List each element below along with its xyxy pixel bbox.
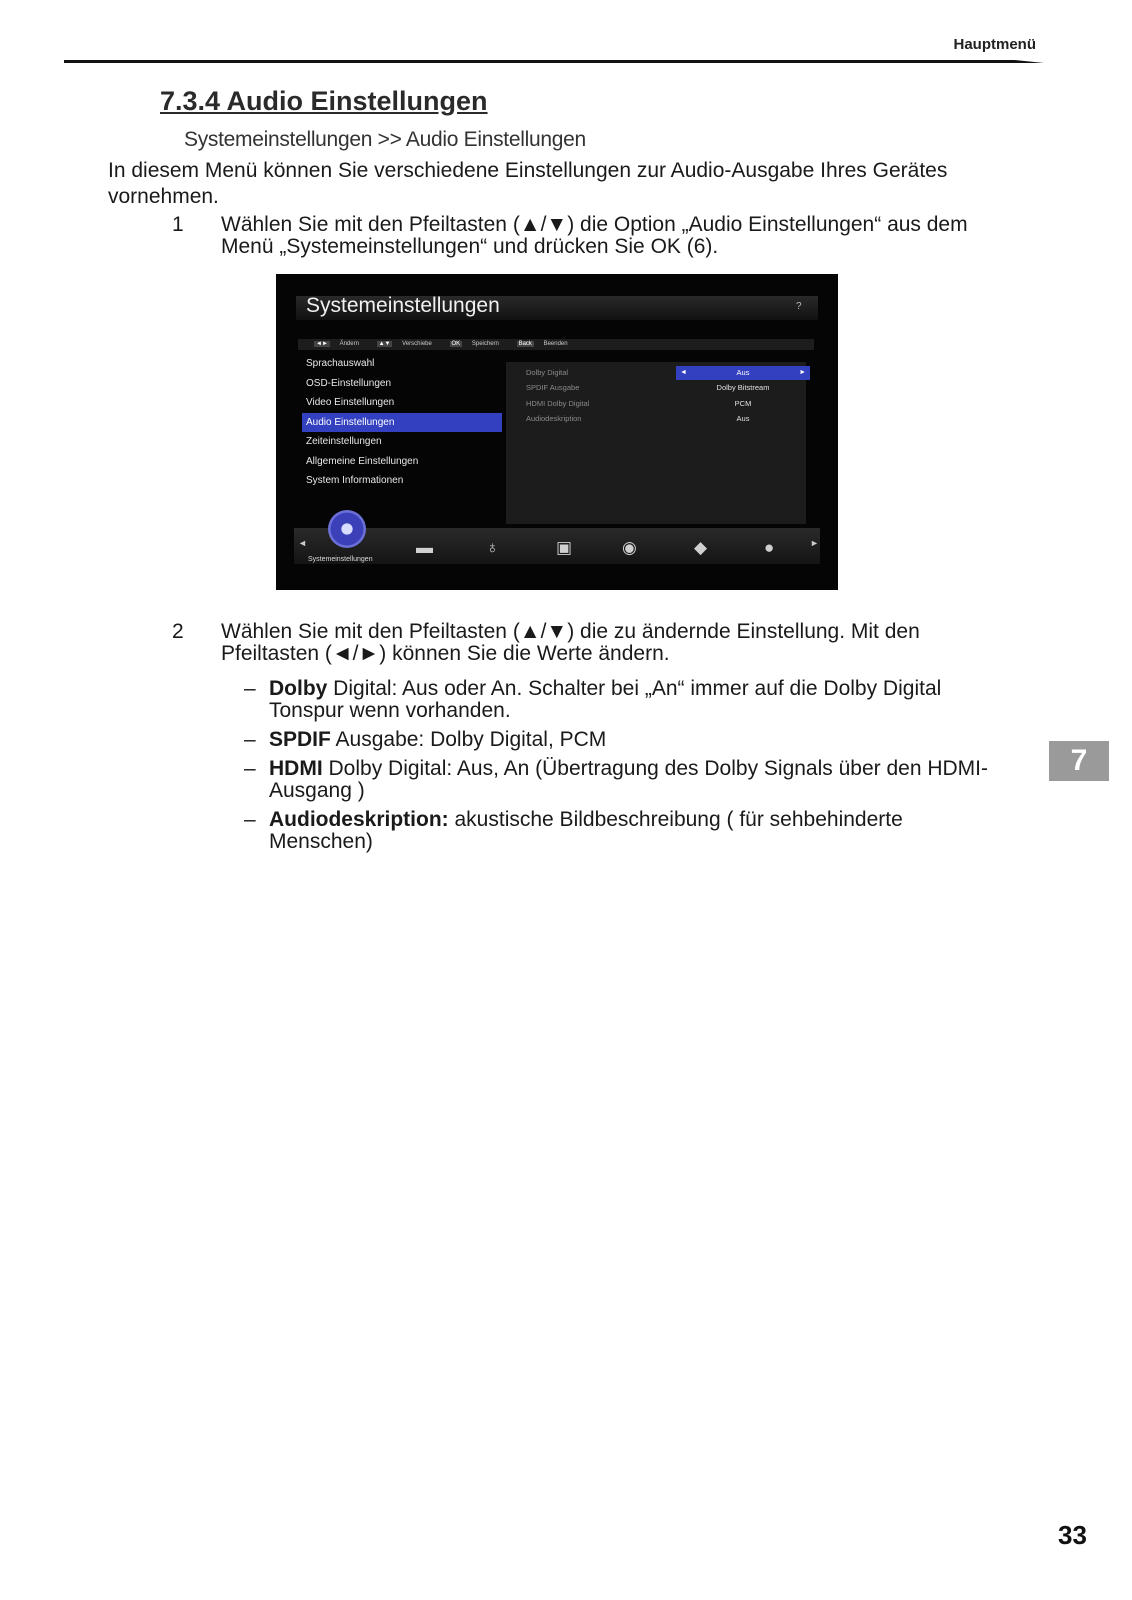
menu-item-osd[interactable]: OSD-Einstellungen: [306, 377, 392, 389]
arrow-right-icon: ►: [799, 369, 806, 376]
list-item: – Dolby Digital: Aus oder An. Schalter bei „An“ immer auf die Dolby Digital Tonspur wenn vorhanden.: [244, 677, 942, 722]
running-header: Hauptmenü: [953, 36, 1036, 53]
globe-icon[interactable]: ●: [764, 538, 775, 557]
hint-item: OK Speichern: [451, 341, 499, 347]
setting-value: PCM: [734, 399, 752, 408]
tools-icon[interactable]: ◆: [694, 538, 708, 557]
menu-item-video[interactable]: Video Einstellungen: [306, 397, 395, 408]
scroll-right-icon[interactable]: ►: [810, 538, 819, 548]
arrow-left-icon: ◄: [680, 369, 687, 376]
list-item: – SPDIF Ausgabe: Dolby Digital, PCM: [244, 728, 607, 751]
step-number: 2: [172, 620, 184, 643]
hint-item: ▲▼ Verschiebe: [378, 341, 432, 347]
intro-paragraph: In diesem Menü können Sie verschiedene Einstellungen zur Audio-Ausgabe Ihres Gerätes vornehmen.: [108, 159, 948, 208]
setting-row-hdmi[interactable]: HDMI Dolby Digital PCM: [526, 397, 796, 411]
menu-item-audio[interactable]: Audio Einstellungen: [302, 413, 502, 433]
setting-row-dolby-digital[interactable]: Dolby Digital ◄ Aus ►: [526, 366, 796, 380]
setting-value[interactable]: ◄ Aus ►: [676, 366, 810, 380]
step-text: Wählen Sie mit den Pfeiltasten (▲/▼) die Option „Audio Einstellungen“ aus dem Menü „Systemeinstellungen“ und drücken Sie OK (6).: [221, 213, 968, 258]
lock-icon[interactable]: ♁: [486, 538, 499, 557]
list-item: – Audiodeskription: akustische Bildbeschreibung ( für sehbehinderte Menschen): [244, 808, 903, 853]
setting-value: Dolby Bitstream: [716, 383, 770, 392]
menu-item-system-info[interactable]: System Informationen: [306, 475, 404, 486]
satellite-icon[interactable]: ◉: [622, 538, 637, 557]
section-title: 7.3.4 Audio Einstellungen: [160, 86, 488, 116]
step-text: Wählen Sie mit den Pfeiltasten (▲/▼) die zu ändernde Einstellung. Mit den Pfeiltasten (◄/►) können Sie die Werte ändern.: [221, 620, 920, 665]
hint-item: ◄► Ändern: [316, 341, 359, 347]
audio-settings-panel: [506, 362, 806, 524]
step-number: 1: [172, 213, 184, 236]
media-icon[interactable]: ▣: [556, 538, 573, 557]
option-list: [244, 678, 1004, 860]
scroll-left-icon[interactable]: ◄: [298, 538, 307, 548]
menu-screenshot: [276, 274, 838, 590]
setting-row-audiodeskription[interactable]: Audiodeskription Aus: [526, 412, 796, 426]
menu-item-zeit[interactable]: Zeiteinstellungen: [306, 436, 382, 447]
gear-icon[interactable]: [328, 510, 366, 548]
setting-value: Aus: [736, 414, 750, 423]
bottom-selected-label: Systemeinstellungen: [308, 556, 373, 563]
chapter-tab: 7: [1049, 741, 1109, 781]
key-hint-bar: [298, 339, 814, 350]
breadcrumb: Systemeinstellungen >> Audio Einstellungen: [184, 128, 586, 151]
menu-item-allgemein[interactable]: Allgemeine Einstellungen: [306, 455, 419, 467]
screen-title: Systemeinstellungen: [306, 294, 500, 317]
hint-item: Back Beenden: [518, 341, 568, 347]
setting-row-spdif[interactable]: SPDIF Ausgabe Dolby Bitstream: [526, 381, 796, 395]
settings-menu: [302, 354, 502, 491]
list-item: – HDMI Dolby Digital: Aus, An (Übertragung des Dolby Signals über den HDMI-Ausgang ): [244, 757, 988, 802]
page-number: 33: [1058, 1520, 1087, 1550]
menu-item-sprachauswahl[interactable]: Sprachauswahl: [306, 358, 375, 369]
header-rule: [64, 60, 1044, 63]
help-icon: ?: [796, 301, 802, 312]
tv-icon[interactable]: ▬: [416, 538, 433, 557]
